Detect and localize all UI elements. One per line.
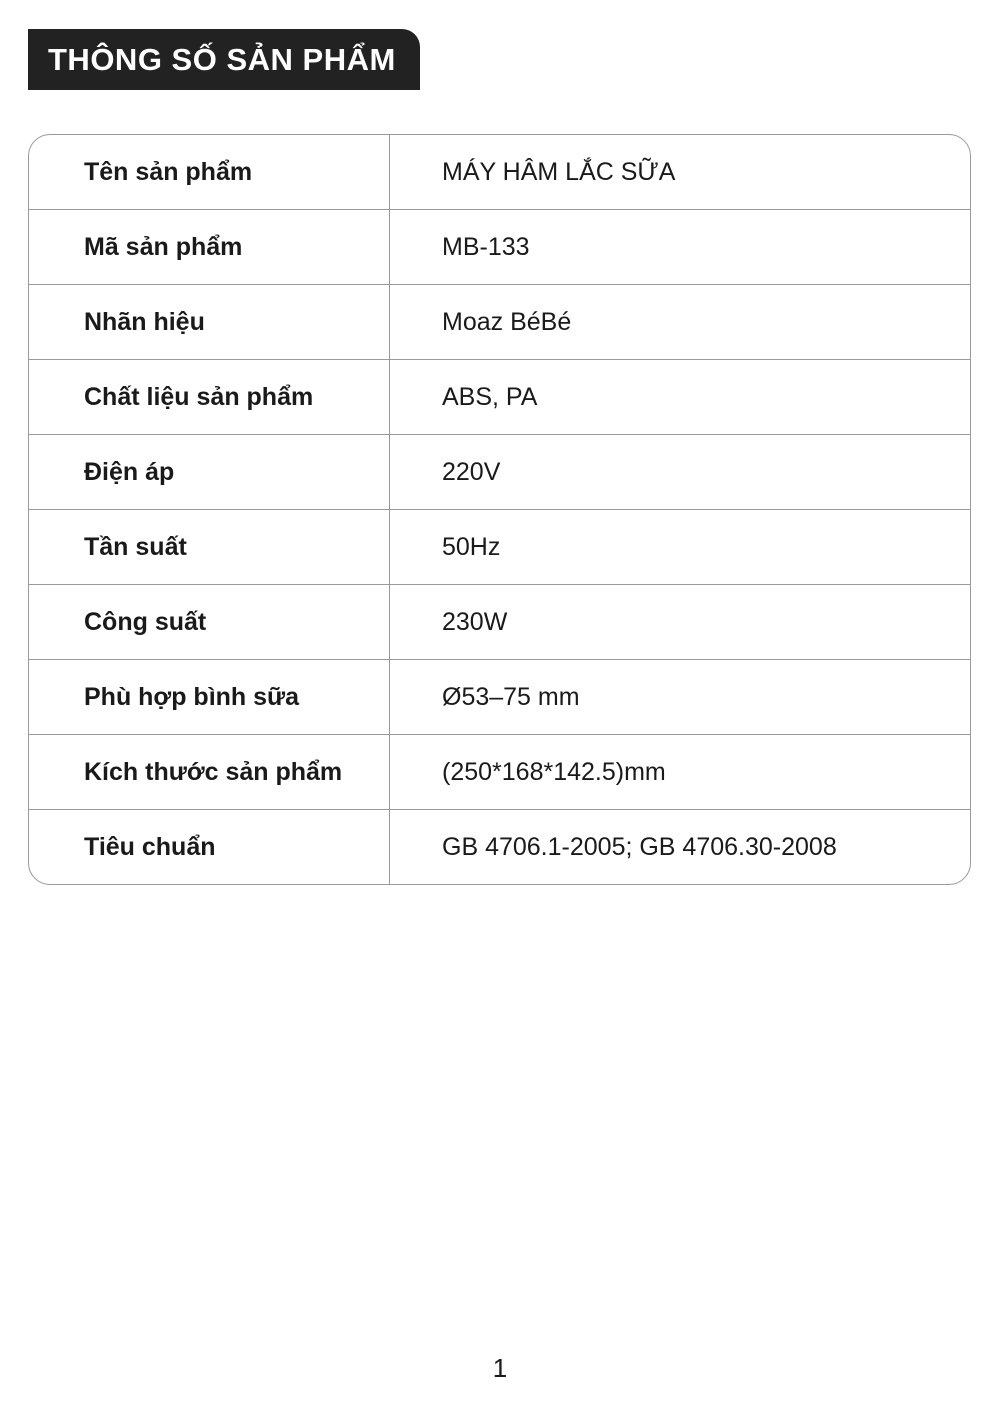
section-title: THÔNG SỐ SẢN PHẨM [48, 41, 396, 77]
spec-row-product-name [29, 135, 970, 210]
spec-row-brand [29, 285, 970, 360]
spec-row-bottle-fit [29, 660, 970, 735]
spec-row-power [29, 585, 970, 660]
spec-value: 220V [442, 457, 501, 486]
spec-label: Nhãn hiệu [29, 285, 390, 359]
spec-value: MB-133 [442, 232, 530, 261]
spec-value: (250*168*142.5)mm [442, 757, 666, 786]
spec-label: Chất liệu sản phẩm [29, 360, 390, 434]
spec-label: Mã sản phẩm [29, 210, 390, 284]
spec-row-material [29, 360, 970, 435]
spec-table [28, 134, 971, 885]
spec-value: Ø53–75 mm [442, 682, 580, 711]
spec-row-product-code [29, 210, 970, 285]
spec-value: 50Hz [442, 532, 501, 561]
spec-label: Điện áp [29, 435, 390, 509]
spec-label: Kích thước sản phẩm [29, 735, 390, 809]
spec-value: MÁY HÂM LẮC SỮA [442, 157, 676, 186]
spec-label: Tên sản phẩm [29, 135, 390, 209]
spec-label: Phù hợp bình sữa [29, 660, 390, 734]
spec-row-frequency [29, 510, 970, 585]
spec-row-voltage [29, 435, 970, 510]
spec-value: ABS, PA [442, 382, 538, 411]
spec-value: 230W [442, 607, 508, 636]
spec-value: Moaz BéBé [442, 307, 572, 336]
spec-row-standard [29, 810, 970, 885]
spec-label: Tiêu chuẩn [29, 810, 390, 885]
spec-value: GB 4706.1-2005; GB 4706.30-2008 [442, 833, 837, 861]
section-header-badge [28, 29, 420, 90]
spec-label: Tần suất [29, 510, 390, 584]
spec-label: Công suất [29, 585, 390, 659]
page-number: 1 [492, 1353, 508, 1383]
spec-row-dimensions [29, 735, 970, 810]
